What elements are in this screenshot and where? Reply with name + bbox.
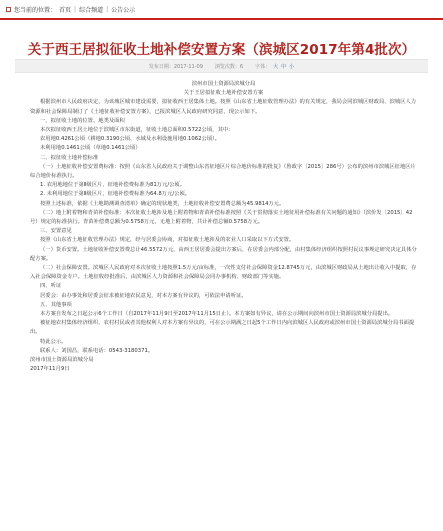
sign-date: 2017年11月9日 xyxy=(30,366,70,373)
section-heading: 二、拟征收土地补偿标准 xyxy=(40,154,99,161)
crumb-channel[interactable]: 综合频道 xyxy=(79,6,104,14)
font-size-medium[interactable]: 中 xyxy=(281,63,287,70)
section-heading: 五、其他事项 xyxy=(40,301,72,308)
font-size-large[interactable]: 大 xyxy=(273,63,279,70)
section-line: 特此公示。 xyxy=(40,338,67,345)
crumb-notices[interactable]: 公告公示 xyxy=(111,6,136,14)
sign-org: 滨州市国土资源局滨城分局 xyxy=(30,357,94,364)
section-line: （一）土地征收补偿安置费标准：按照《山东省人民政府关于调整山东省征地区片综合地价标准的批复》（鲁政字〔2015〕286号）公布的滨州市滨城区征地区片综合地价标准执行。 xyxy=(30,163,416,180)
article-body xyxy=(30,80,417,375)
crumb-separator: | xyxy=(106,5,109,13)
font-size-label: 字体： xyxy=(255,63,271,70)
section-line: （二）地上附着物和青苗补偿标准：本次征收土地涉及地上附着物和青苗补偿标准按照《关于贯彻落实土地征用补偿标准有关问题的通知》（滨价发〔2015〕42号）规定的标准执行。青苗补偿费总额为0.5758万元，无地上附着物，共计补偿总额0.5758万元。 xyxy=(30,209,413,226)
crumb-separator: | xyxy=(74,5,77,13)
section-heading: 三、安置意见 xyxy=(40,228,72,235)
font-size-switch xyxy=(255,63,294,70)
section-heading: 四、听证 xyxy=(40,283,62,290)
font-size-small[interactable]: 小 xyxy=(289,63,295,70)
section-line: 联系人：刘国昌，联系电话：0543-3180371。 xyxy=(40,347,154,354)
crumb-home[interactable]: 首页 xyxy=(59,6,72,14)
section-line: 未利用地0.1461公顷（草地0.1461公顷） xyxy=(40,145,141,152)
section-line: 2. 未利用地位于第Ⅱ级区片，征地补偿费标准为64.8万元/公顷。 xyxy=(40,191,191,198)
section-line: （二）社会保障安置。滨城区人民政府对本次征收土地按照1.5万元/亩标准，一次性支付社会保障资金12.8745万元，由滨城区财政局从土地出让收入中提取，存入社会保障资金专户。土地征收经批准后，由滨城区人力资源和社会保障局会同办事机构、财政部门等实施。 xyxy=(30,265,417,281)
article-title: 关于西王居拟征收土地补偿安置方案（滨城区2017年第4批次） xyxy=(27,42,416,58)
location-label: 您当前的位置： xyxy=(14,6,57,14)
publish-date: 发布日期：2017-11-09 xyxy=(148,63,203,70)
section-line: 1. 农用地地位于第Ⅱ级区片，征地补偿费标准为81万元/公顷。 xyxy=(40,182,185,189)
home-icon xyxy=(6,7,11,12)
intro-paragraph: 根据滨州市人民政府决定，为该城区城市建设需要，拟征收西王居集体土地。按照《山东省土地征收管理办法》的有关规定，我局会同滨城区财政局、滨城区人力资源和社会保障局制订了《土地征收补偿安置方案》，已报滨城区人民政府研究同意，现公示如下。 xyxy=(30,99,417,115)
section-line: 本次拟征收西王居土地位于滨城区市东街道，征收土地总面积0.5722公顷，其中： xyxy=(40,127,234,134)
section-line: 农用地0.4261公顷（耕地0.3190公顷、水域及水利设施用地0.1062公顷）。 xyxy=(40,136,221,143)
section-line: 按照上述标准，依据《土地勘测调查清单》确定的现状地类，土地征收补偿安置费总额为45.9814万元。 xyxy=(40,200,285,207)
org-header: 滨州市国土资源局滨城分局 xyxy=(191,81,256,87)
section-heading: 一、拟征收土地的位置、地类及面积 xyxy=(40,117,125,124)
section-line: 本方案自发布之日起公示6个工作日（自2017年11月9日至2017年11月15日止）。本方案如有异议，请在公示期间向滨州市国土资源局滨城分局提出。 xyxy=(40,311,394,318)
article-meta xyxy=(15,59,428,73)
view-count: 浏览次数：6 xyxy=(214,63,244,70)
section-line: 按照《山东省土地征收管理办法》规定，经与居委会协商，对拟征收土地涉及的农业人口采取以下方式安置。 xyxy=(40,237,295,244)
section-line: 被征地农村集体经济组织、农村村民或者其他权利人对本方案有异议的，可在公示期满之日起5个工作日内向滨城区人民政府或滨州市国土资源局滨城分局书面提出。 xyxy=(30,320,415,336)
breadcrumb xyxy=(6,3,135,15)
section-line: 居委会：由办事处和居委会征求被征地农民意见，对本方案有异议的，可依法申请听证。 xyxy=(40,292,247,299)
header-rule xyxy=(0,18,443,20)
section-line: （一）货币安置。土地征收补偿安置费总计46.5572万元，由西王居居委会提出方案后，在居委会内部分配，由村集体经济组织按照村民议事规定研究决定具体分配方案。 xyxy=(30,246,417,262)
doc-title: 关于王居拟征收土地补偿安置方案 xyxy=(183,90,264,97)
